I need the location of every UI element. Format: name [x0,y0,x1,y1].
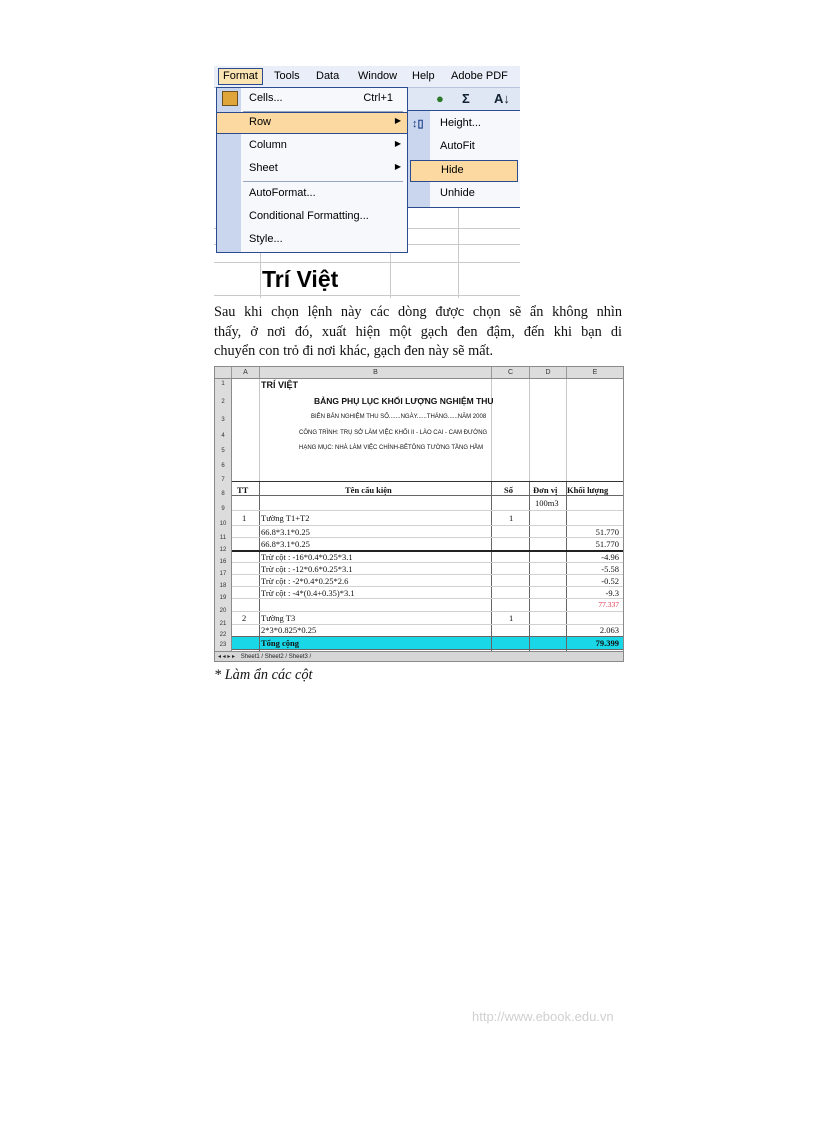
row-header[interactable]: 16 [219,559,227,565]
cell-name: 66.8*3.1*0.25 [261,539,310,549]
menu-adobe-pdf[interactable]: Adobe PDF [451,70,508,82]
row-header[interactable]: 22 [219,632,227,638]
menu-item-style[interactable] [217,229,407,251]
column-header-b[interactable]: B [260,367,492,378]
row-header[interactable]: 17 [219,571,227,577]
row-header[interactable]: 18 [219,583,227,589]
table-border [491,481,492,651]
row-header[interactable]: 21 [219,621,227,627]
sheet-nav-arrows-icon[interactable]: ◂ ◂ ▸ ▸ [218,654,236,660]
menu-help[interactable]: Help [412,70,435,82]
paragraph-line: thấy, ở nơi đó, xuất hiện một gạch đen đậm, đến khi bạn di [214,323,622,340]
header-tt: TT [237,485,249,495]
paragraph-line: Sau khi chọn lệnh này các dòng được chọn sẽ ẩn không nhìn [214,304,622,320]
submenu-item-autofit[interactable] [408,136,520,158]
row-header[interactable]: 10 [219,521,227,527]
menu-item-column[interactable] [217,135,407,157]
grid-line [232,525,623,526]
cell-so: 1 [509,513,514,523]
cell-value: 2.063 [599,625,619,635]
row-header[interactable]: 7 [221,477,225,483]
row-header[interactable]: 1 [221,381,225,387]
menu-item-label: Conditional Formatting... [249,210,369,222]
row-header[interactable]: 5 [221,448,225,454]
menu-item-cells[interactable] [217,88,407,110]
menu-item-label: Row [249,116,272,128]
submenu-arrow-icon: ▶ [394,139,401,148]
row-header[interactable]: 12 [219,547,227,553]
cell-value: -9.3 [605,588,619,598]
submenu-item-label: Height... [440,117,481,129]
header-unit: Đơn vị [533,485,558,495]
row-header[interactable]: 9 [221,506,225,512]
total-label: Tổng cộng [261,638,300,648]
menu-window[interactable]: Window [358,70,398,82]
header-name: Tên cấu kiện [345,485,392,495]
table-border [259,481,260,651]
table-border [529,481,530,651]
table-border [232,649,623,650]
cell-tt: 1 [242,513,247,523]
cell-name: 66.8*3.1*0.25 [261,527,310,537]
cell-value: 51.770 [595,539,619,549]
grid-line [232,586,623,587]
row-header[interactable]: 4 [221,433,225,439]
menu-item-sheet[interactable] [217,158,407,180]
cell-value: -0.52 [601,576,619,586]
row-submenu [407,110,520,208]
grid-line [232,510,623,511]
submenu-item-label: Unhide [440,187,475,199]
header-unit-value: 100m3 [535,498,559,508]
column-header-d[interactable]: D [530,367,567,378]
cell-name: Tường T3 [261,613,296,623]
row-header[interactable]: 6 [221,463,225,469]
menu-tools[interactable]: Tools [274,70,300,82]
grid-line [491,379,492,481]
column-header-c[interactable]: C [492,367,530,378]
company-title: TRÍ VIỆT [261,380,299,390]
autosum-icon[interactable]: Σ [462,91,470,106]
header-volume: Khối lượng [567,485,609,495]
report-line: BIÊN BẢN NGHIỆM THU SỐ.......NGÀY......THÁNG......NĂM 2008 [311,414,487,420]
cell-value: -5.58 [601,564,619,574]
cell-value: 51.770 [595,527,619,537]
cell-text-tri-viet: Trí Việt [262,266,339,292]
shortcut-label: Ctrl+1 [363,92,393,104]
cell-name: 2*3*0.825*0.25 [261,625,317,635]
paragraph-line: chuyển con trỏ đi nơi khác, gạch đen này sẽ mất. [214,343,494,359]
menu-item-label: Column [249,139,287,151]
sort-ascending-icon[interactable]: A↓ [494,91,510,106]
main-title: BẢNG PHỤ LỤC KHỐI LƯỢNG NGHIỆM THU [314,396,494,406]
item-line: HẠNG MỤC: NHÀ LÀM VIỆC CHÍNH-BÊTÔNG TƯỜNG TẦNG HẦM [299,445,484,451]
row-height-icon: ↕▯ [412,118,424,130]
menu-item-label: Sheet [249,162,278,174]
row-header[interactable]: 3 [221,417,225,423]
grid-line [566,379,567,481]
format-menu-screenshot [214,66,520,298]
row-header-bar [215,379,232,651]
toolbar [406,88,520,111]
total-value: 79.399 [595,638,619,648]
project-line: CÔNG TRÌNH: TRỤ SỞ LÀM VIỆC KHỐI II - LÀO CAI - CAM ĐƯỜNG [299,430,488,436]
menu-separator [243,181,403,182]
grid-line [232,562,623,563]
menu-data[interactable]: Data [316,70,340,82]
menu-item-label: Style... [249,233,283,245]
submenu-item-height[interactable] [408,113,520,135]
submenu-arrow-icon: ▶ [394,162,401,171]
submenu-item-unhide[interactable] [408,183,520,205]
grid-line [214,262,520,263]
cell-name: Trừ cột : -4*(0.4+0.35)*3.1 [261,588,355,598]
row-header[interactable]: 23 [219,642,227,648]
submenu-item-label: AutoFit [440,140,475,152]
grid-line [232,574,623,575]
cell-value: -4.96 [601,552,619,562]
header-so: Số [504,485,513,495]
row-header[interactable]: 8 [221,491,225,497]
column-header-a[interactable]: A [232,367,260,378]
row-header[interactable]: 11 [219,535,227,541]
menu-format[interactable]: Format [218,68,263,85]
format-dropdown-menu [216,87,408,253]
menu-item-label: AutoFormat... [249,187,316,199]
column-header-e[interactable]: E [592,369,598,376]
section-caption: * Làm ẩn các cột [214,667,313,683]
menu-item-conditional-formatting[interactable] [217,206,407,228]
column-header-bar [215,367,623,379]
body-paragraph [214,303,622,362]
grid-line [214,295,520,296]
grid-line [259,379,260,481]
cell-name: Trừ cột : -12*0.6*0.25*3.1 [261,564,353,574]
menu-item-label: Cells... [249,92,283,104]
cell-tt: 2 [242,613,247,623]
spreadsheet-screenshot [214,366,624,662]
cell-value-subtotal: 77.337 [598,600,619,609]
cell-name: Tường T1+T2 [261,513,310,523]
submenu-arrow-icon: ▶ [394,116,401,125]
grid-line [232,537,623,538]
table-border [232,481,623,482]
format-cells-icon [222,91,238,106]
menu-item-row[interactable] [217,112,407,134]
cell-name: Trừ cột : -2*0.4*0.25*2.6 [261,576,349,586]
footer-watermark-url: http://www.ebook.edu.vn [472,1009,614,1024]
menu-bar [214,66,520,88]
research-icon[interactable]: ● [436,91,444,106]
cell-so: 1 [509,613,514,623]
select-all-corner[interactable] [215,367,232,378]
grid-line [232,598,623,599]
submenu-item-hide[interactable] [410,160,518,182]
sheet-tab-list[interactable]: Sheet1 / Sheet2 / Sheet3 / [240,654,312,660]
submenu-item-label: Hide [441,164,464,176]
row-header[interactable]: 2 [221,399,225,405]
menu-item-autoformat[interactable] [217,183,407,205]
table-border [232,636,623,637]
cell-name: Trừ cột : -16*0.4*0.25*3.1 [261,552,353,562]
table-border [232,495,623,496]
row-header[interactable]: 20 [219,608,227,614]
sheet-tabs[interactable] [215,651,623,662]
row-header[interactable]: 19 [219,595,227,601]
grid-line [232,611,623,612]
grid-line [529,379,530,481]
